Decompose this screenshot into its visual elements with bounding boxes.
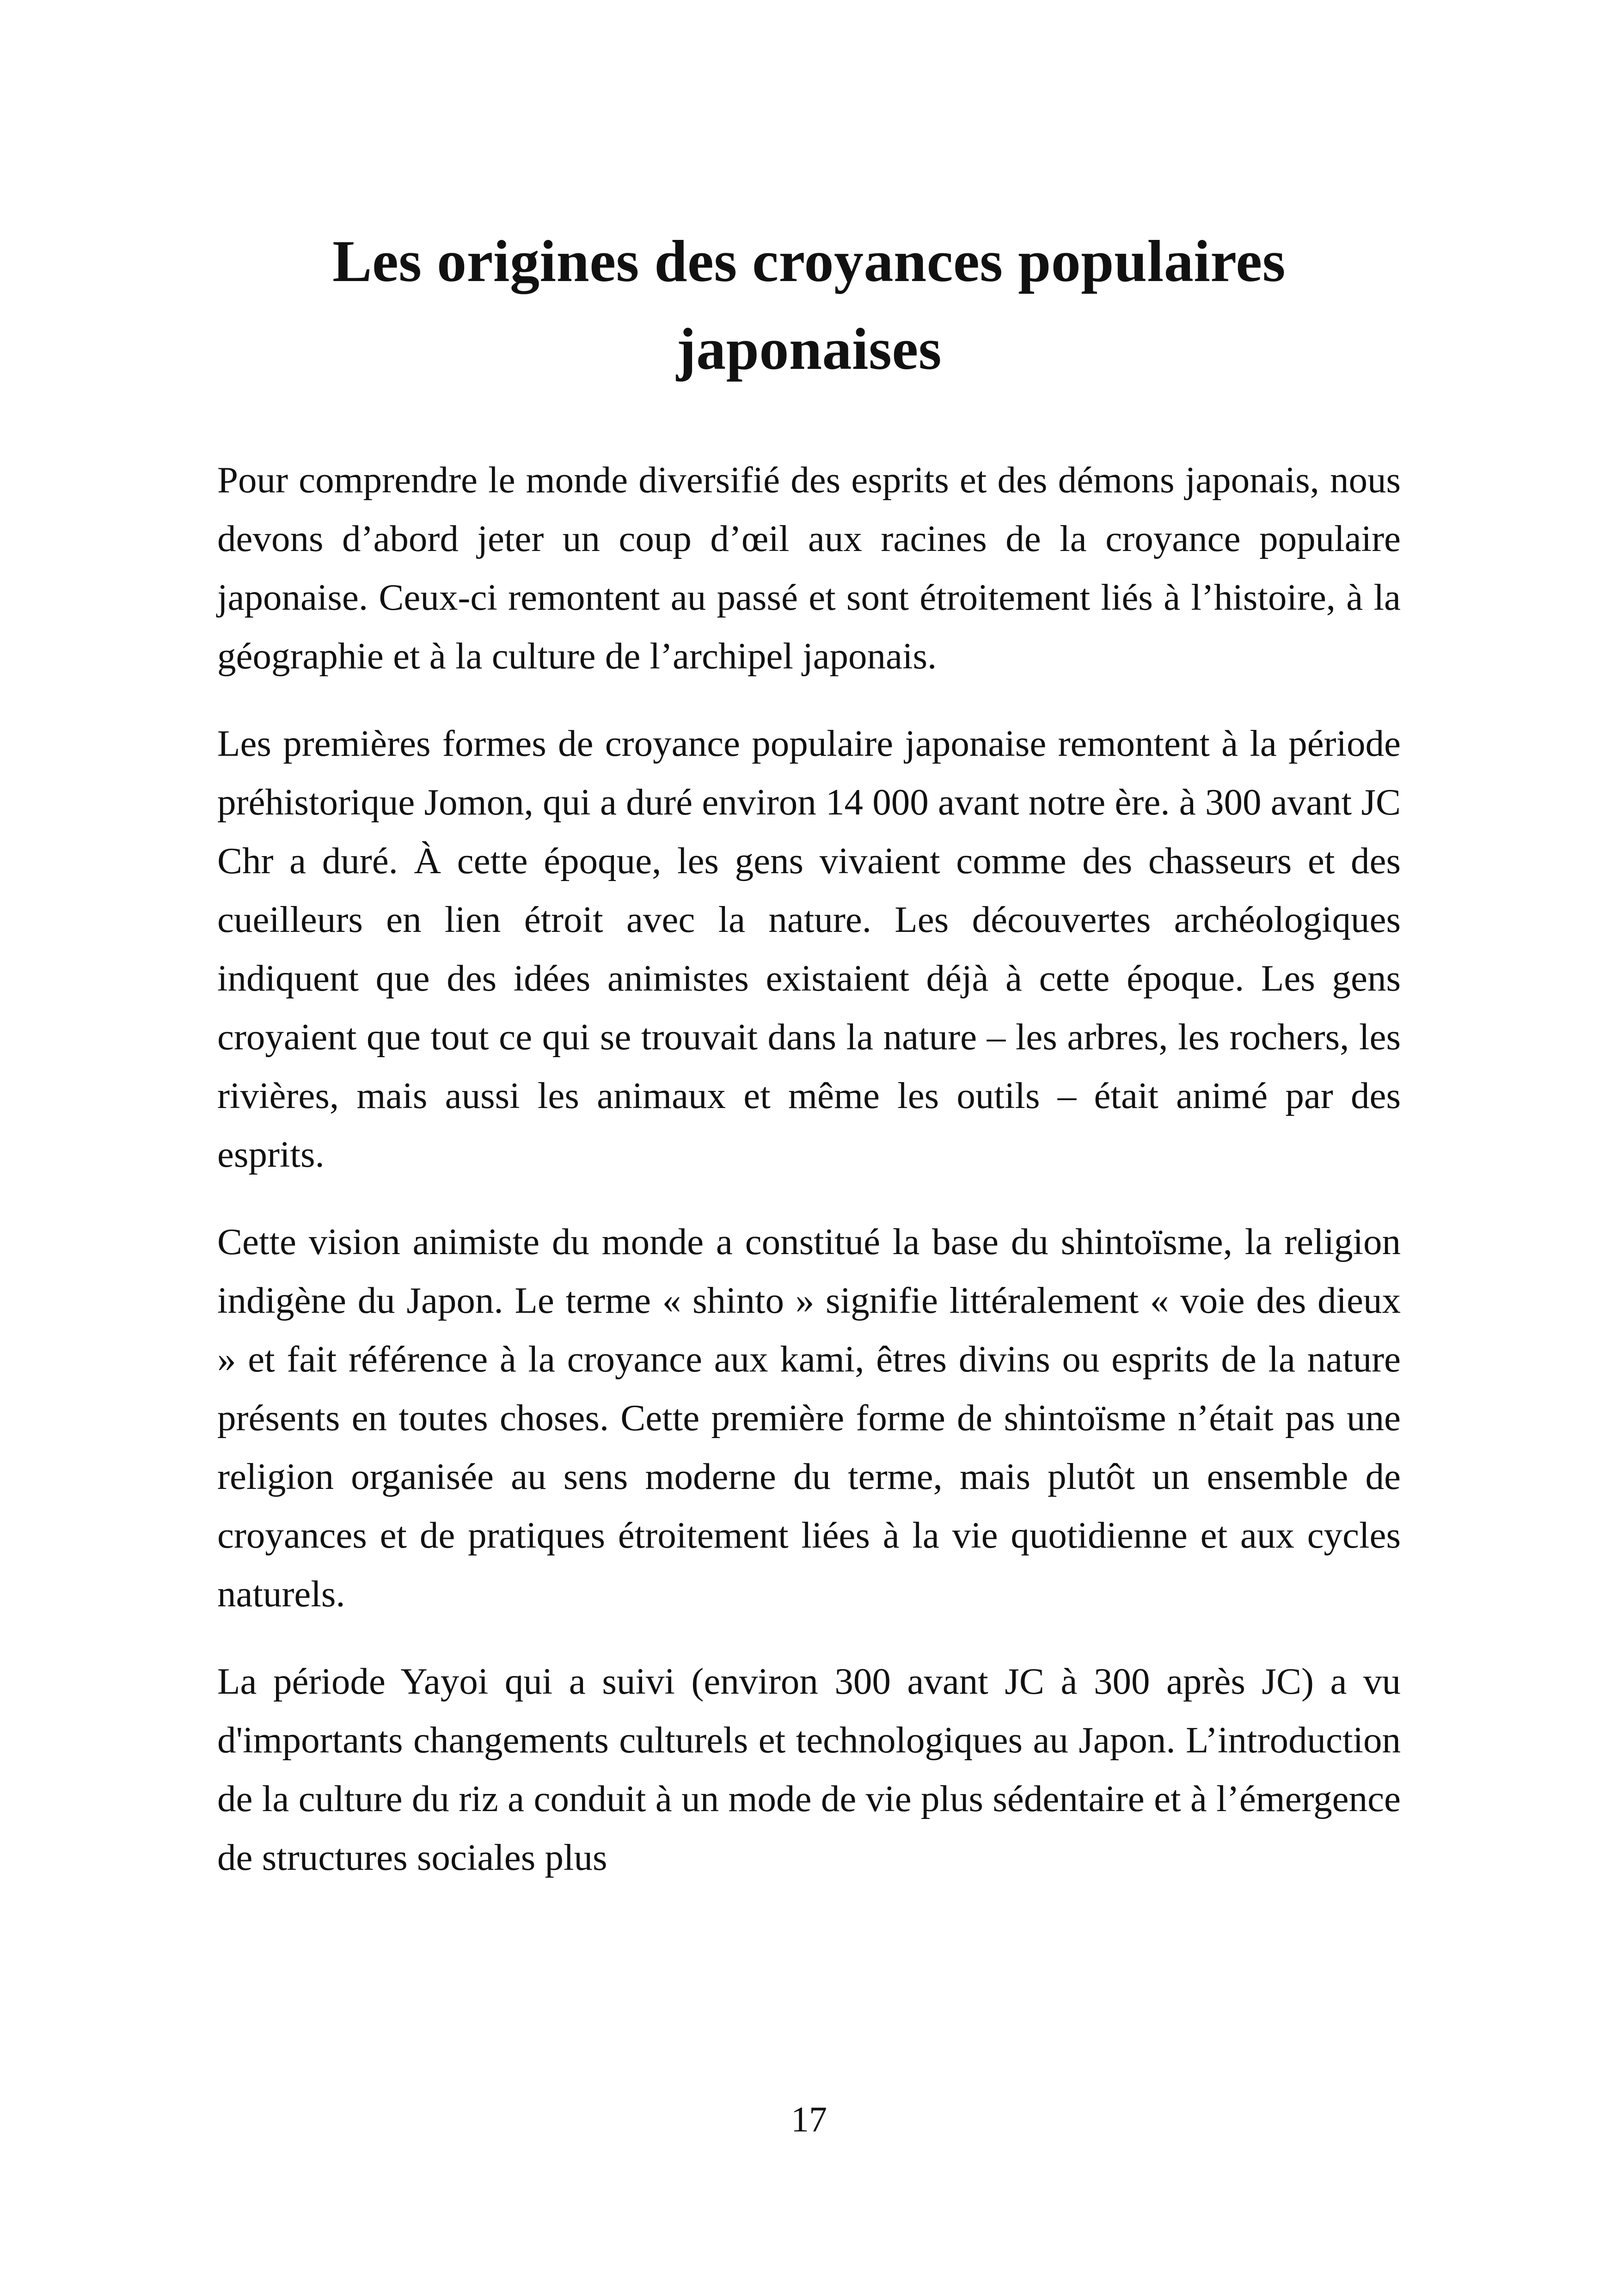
paragraph-1: Pour comprendre le monde diversifié des esprits et des démons japonais, nous devons d’abord jeter un coup d’œil aux racines de la croyance populaire japonaise. Ceux-ci remontent au passé et sont étroitement liés à l’histoire, à la géographie et à la culture de l’archipel japonais.: [217, 459, 1401, 677]
paragraph-4: La période Yayoi qui a suivi (environ 300 avant JC à 300 après JC) a vu d'importants changements culturels et technologiques au Japon. L’introduction de la culture du riz a conduit à un mode de vie plus sédentaire et à l’émergence de structures sociales plus: [217, 1660, 1401, 1878]
paragraph-3: Cette vision animiste du monde a constitué la base du shintoïsme, la religion indigène du Japon. Le terme « shinto » signifie littéralement « voie des dieux » et fait référence à la croyance aux kami, êtres divins ou esprits de la nature présents en toutes choses. Cette première forme de shintoïsme n’était pas une religion organisée au sens moderne du terme, mais plutôt un ensemble de croyances et de pratiques étroitement liées à la vie quotidienne et aux cycles naturels.: [217, 1221, 1401, 1615]
body-text: [217, 451, 1401, 1887]
page-number: 17: [791, 2099, 827, 2139]
paragraph-2: Les premières formes de croyance populaire japonaise remontent à la période préhistorique Jomon, qui a duré environ 14 000 avant notre ère. à 300 avant JC Chr a duré. À cette époque, les gens vivaient comme des chasseurs et des cueilleurs en lien étroit avec la nature. Les découvertes archéologiques indiquent que des idées animistes existaient déjà à cette époque. Les gens croyaient que tout ce qui se trouvait dans la nature – les arbres, les rochers, les rivières, mais aussi les animaux et même les outils – était animé par des esprits.: [217, 722, 1401, 1175]
chapter-title: Les origines des croyances populaires japonaises: [332, 228, 1286, 382]
